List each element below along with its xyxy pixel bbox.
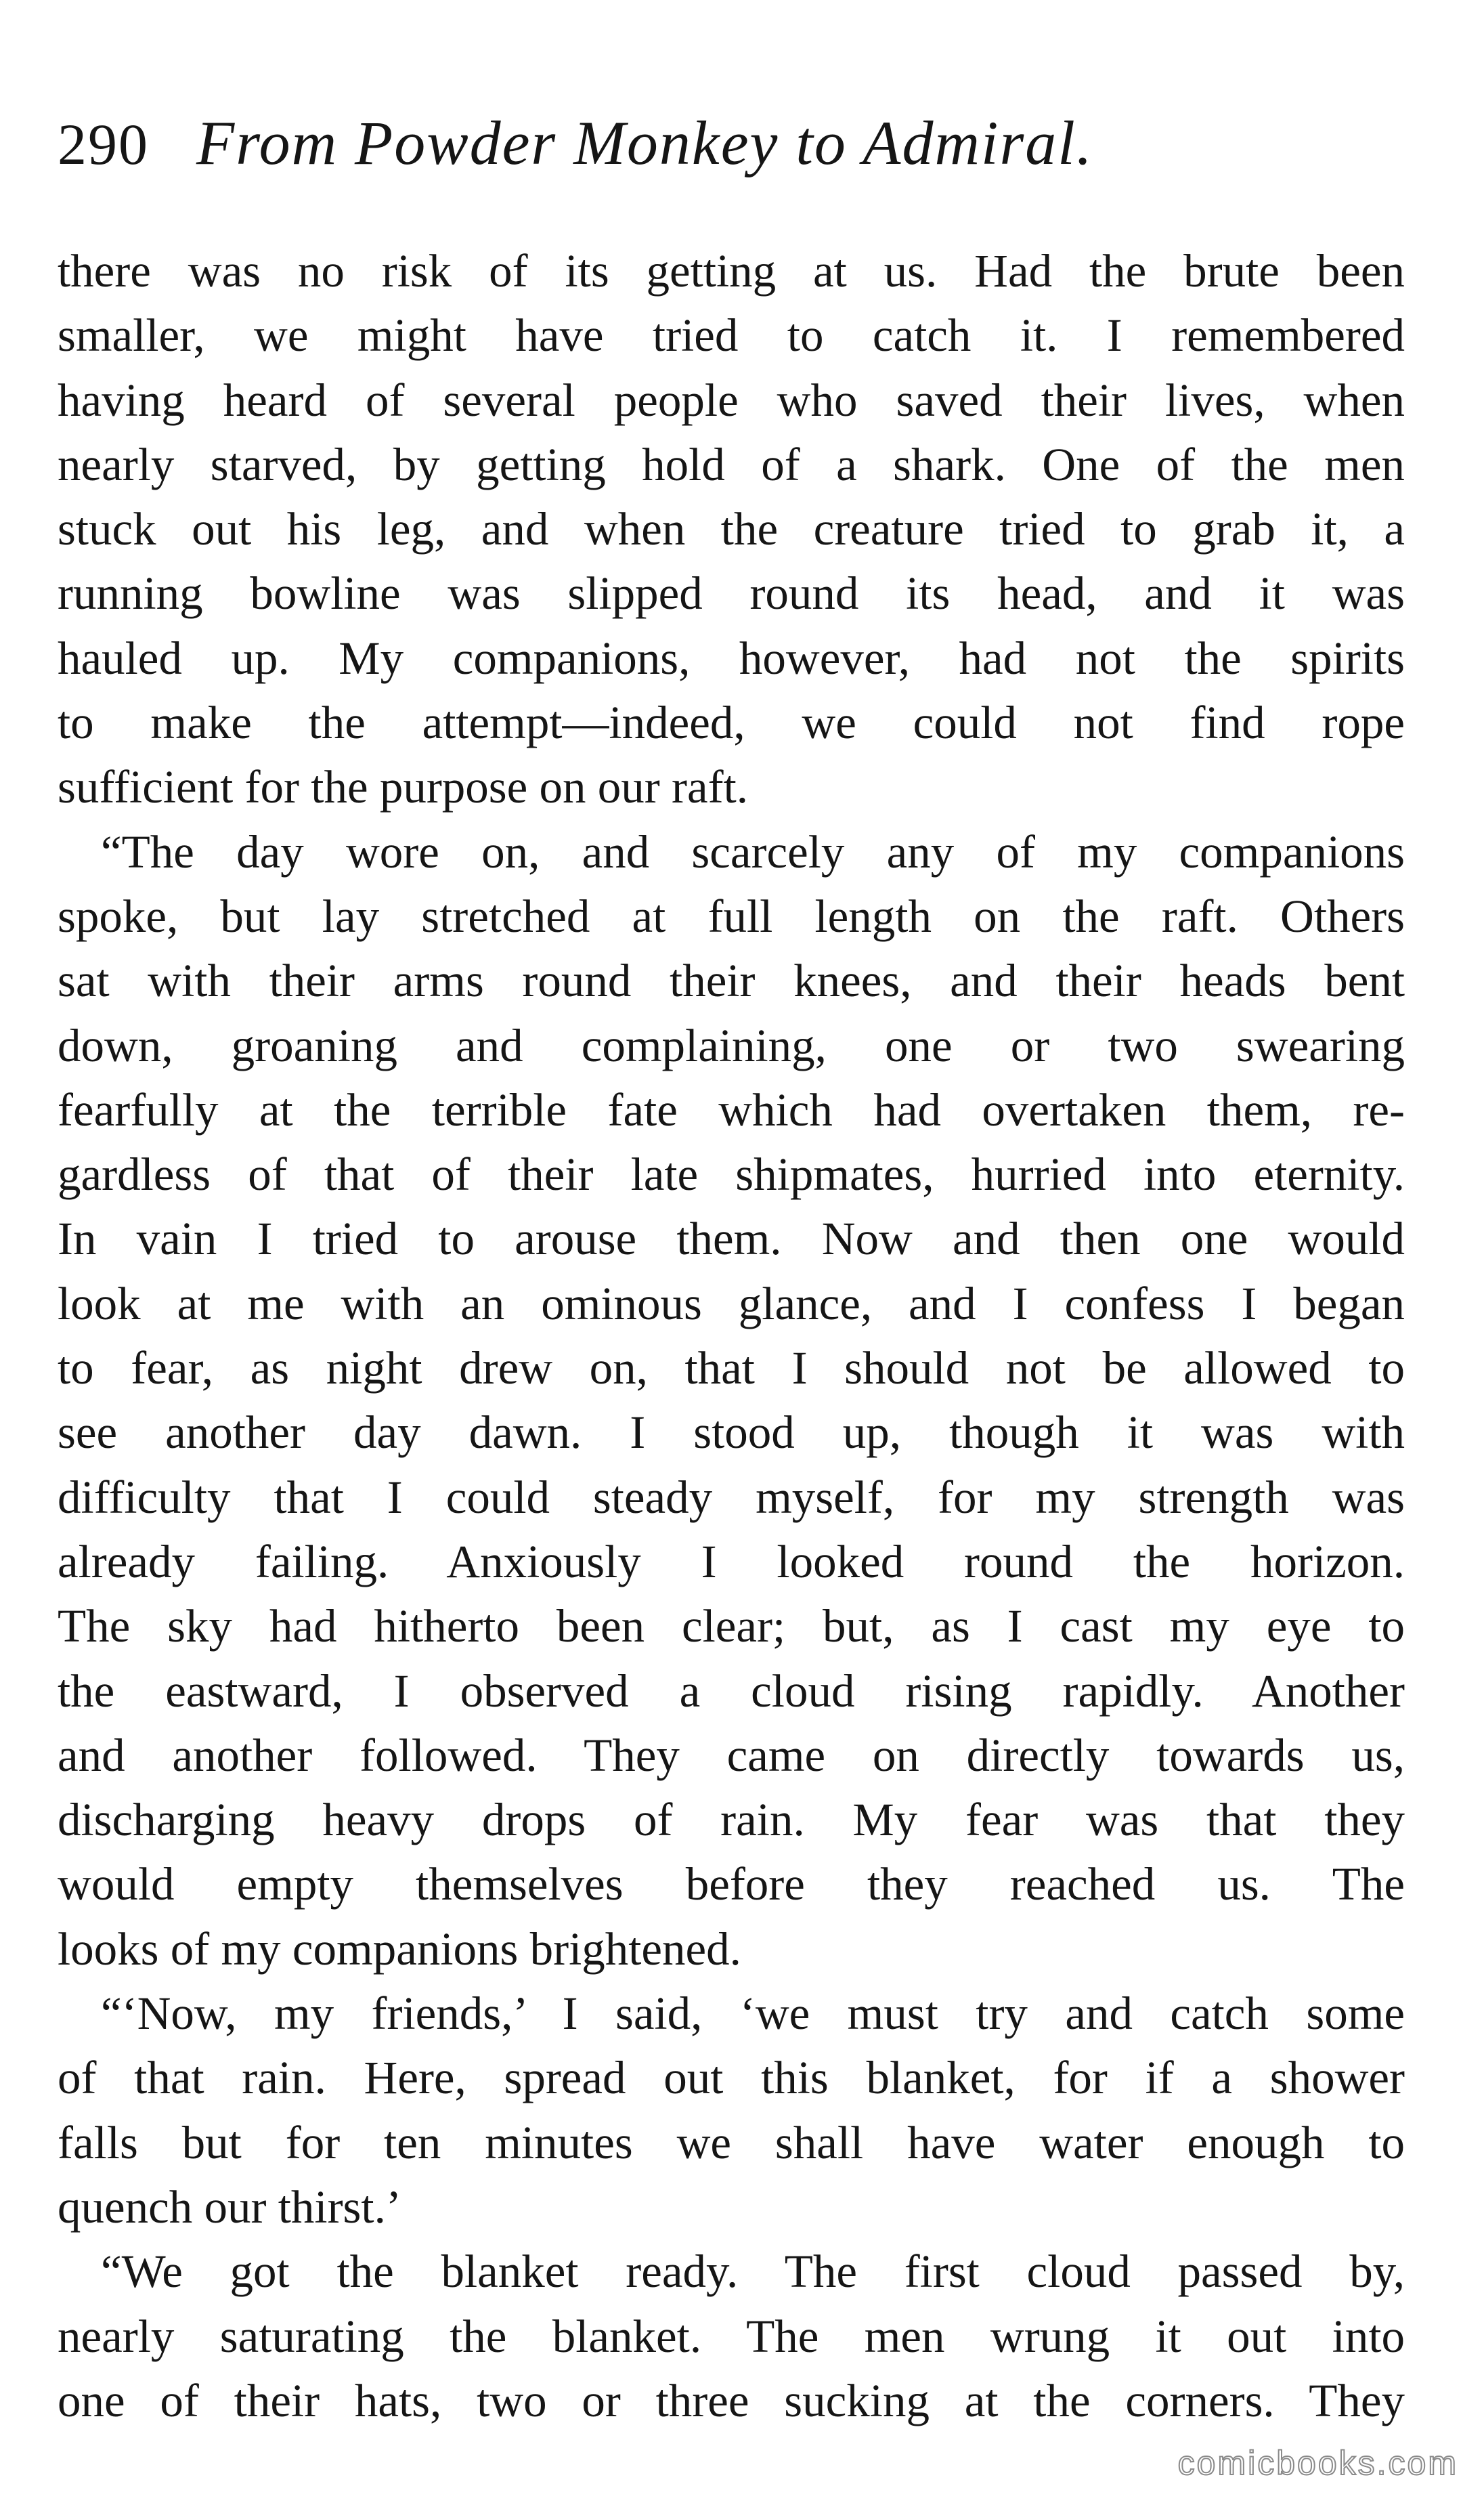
text-line: the eastward, I observed a cloud rising rapidly. Another (58, 1665, 1405, 1717)
text-line: running bowline was slipped round its head, and it was (58, 567, 1405, 620)
text-line: hauled up. My companions, however, had not the spirits (58, 632, 1405, 684)
text-line: to make the attempt—indeed, we could not find rope (58, 697, 1405, 749)
text-line: see another day dawn. I stood up, though it was with (58, 1407, 1405, 1459)
text-line: there was no risk of its getting at us. Had the brute been (58, 245, 1405, 297)
text-line: of that rain. Here, spread out this blanket, for if a shower (58, 2052, 1405, 2104)
text-line: one of their hats, two or three sucking at the corners. They (58, 2374, 1405, 2426)
text-line: stuck out his leg, and when the creature tried to grab it, a (58, 503, 1405, 555)
text-line: and another followed. They came on directly towards us, (58, 1729, 1405, 1781)
page-number: 290 (58, 112, 149, 177)
text-line: difficulty that I could steady myself, for my strength was (58, 1471, 1405, 1523)
text-line: smaller, we might have tried to catch it. I remembered (58, 309, 1405, 362)
page-header (58, 107, 1412, 188)
text-line: nearly saturating the blanket. The men wrung it out into (58, 2310, 1405, 2362)
text-line: The sky had hitherto been clear; but, as I cast my eye to (58, 1600, 1405, 1652)
text-line: down, groaning and complaining, one or two swearing (58, 1019, 1405, 1071)
text-line: having heard of several people who saved their lives, when (58, 374, 1405, 426)
text-line: look at me with an ominous glance, and I confess I began (58, 1277, 1405, 1329)
text-line: quench our thirst.’ (58, 2181, 401, 2233)
text-line: already failing. Anxiously I looked round the horizon. (58, 1535, 1405, 1587)
text-line: looks of my companions brightened. (58, 1923, 741, 1975)
text-line: sat with their arms round their knees, and their heads bent (58, 955, 1405, 1007)
text-line: discharging heavy drops of rain. My fear was that they (58, 1794, 1405, 1846)
text-line: In vain I tried to arouse them. Now and then one would (58, 1213, 1405, 1265)
text-line: to fear, as night drew on, that I should not be allowed to (58, 1342, 1405, 1394)
text-line: “‘Now, my friends,’ I said, ‘we must try and catch some (101, 1988, 1405, 2040)
body-text (58, 239, 1405, 2433)
text-line: fearfully at the terrible fate which had overtaken them, re- (58, 1084, 1405, 1136)
text-line: would empty themselves before they reached us. The (58, 1858, 1405, 1910)
text-line: nearly starved, by getting hold of a shark. One of the men (58, 438, 1405, 490)
running-title: From Powder Monkey to Admiral. (196, 108, 1093, 177)
text-line: falls but for ten minutes we shall have water enough to (58, 2116, 1405, 2168)
text-line: spoke, but lay stretched at full length on the raft. Others (58, 890, 1405, 942)
watermark: comicbooks.com (1177, 2444, 1458, 2482)
text-line: gardless of that of their late shipmates, hurried into eternity. (58, 1149, 1405, 1201)
text-line: “We got the blanket ready. The first cloud passed by, (101, 2246, 1405, 2298)
text-line: “The day wore on, and scarcely any of my companions (101, 826, 1405, 878)
text-line: sufficient for the purpose on our raft. (58, 761, 749, 813)
